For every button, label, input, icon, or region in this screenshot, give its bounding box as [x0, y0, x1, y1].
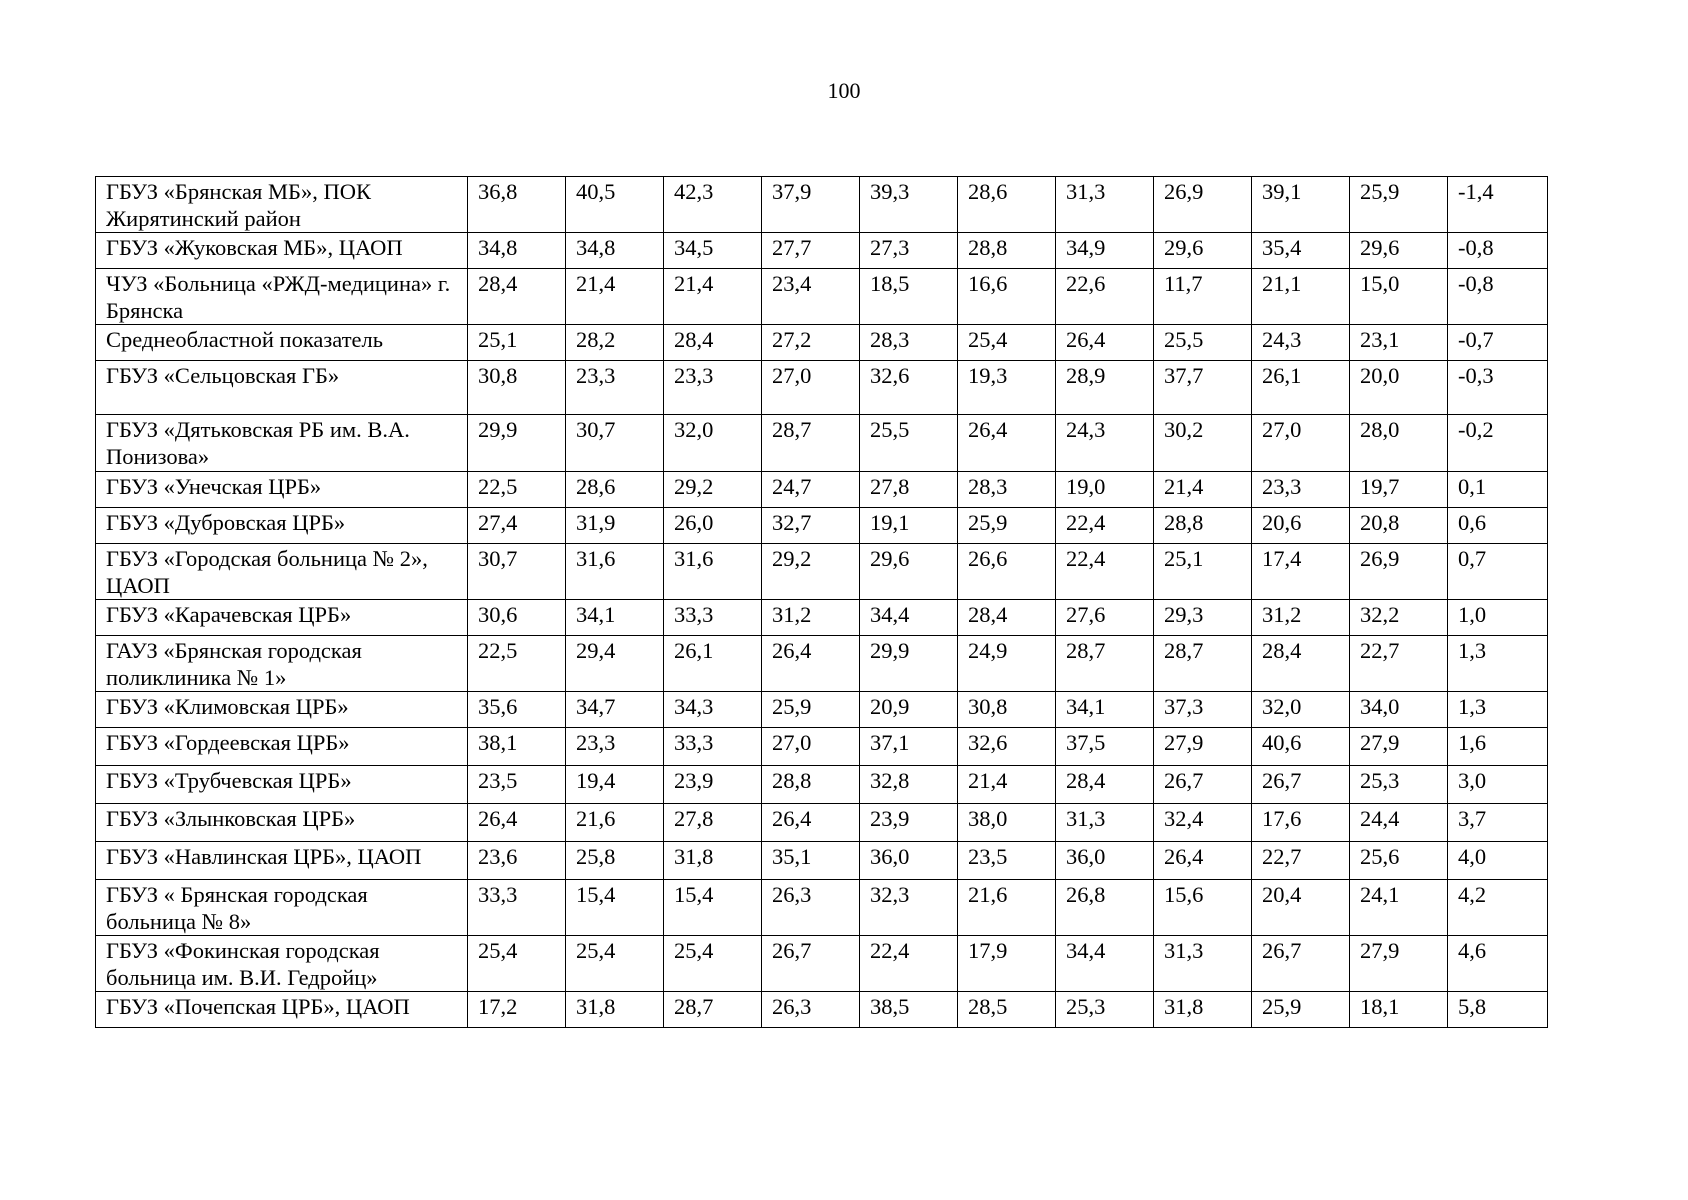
value-cell: 21,4	[566, 269, 664, 325]
value-cell: 35,4	[1252, 233, 1350, 269]
value-cell: 26,7	[1252, 936, 1350, 992]
value-cell: 31,6	[566, 544, 664, 600]
value-cell: 25,1	[468, 325, 566, 361]
value-cell: 28,7	[1056, 636, 1154, 692]
page-number: 100	[827, 78, 861, 103]
value-cell: 26,4	[958, 415, 1056, 472]
value-cell: 28,0	[1350, 415, 1448, 472]
value-cell: 36,8	[468, 177, 566, 233]
value-cell: 27,0	[762, 728, 860, 766]
value-cell: 32,6	[958, 728, 1056, 766]
change-value-cell: -0,8	[1448, 233, 1548, 269]
table-row	[96, 728, 1548, 766]
change-value-cell: 1,3	[1448, 692, 1548, 728]
value-cell: 32,7	[762, 508, 860, 544]
value-cell: 33,3	[664, 728, 762, 766]
value-cell: 29,3	[1154, 600, 1252, 636]
value-cell: 28,8	[762, 766, 860, 804]
value-cell: 23,3	[566, 361, 664, 415]
value-cell: 25,9	[1252, 992, 1350, 1028]
institution-name-cell: Среднеобластной показатель	[96, 325, 468, 361]
value-cell: 21,4	[958, 766, 1056, 804]
table-row	[96, 544, 1548, 600]
value-cell: 31,9	[566, 508, 664, 544]
value-cell: 17,6	[1252, 804, 1350, 842]
value-cell: 31,8	[1154, 992, 1252, 1028]
change-value-cell: 3,7	[1448, 804, 1548, 842]
value-cell: 25,6	[1350, 842, 1448, 880]
value-cell: 23,3	[1252, 472, 1350, 508]
value-cell: 28,3	[860, 325, 958, 361]
change-value-cell: 0,1	[1448, 472, 1548, 508]
value-cell: 11,7	[1154, 269, 1252, 325]
value-cell: 27,6	[1056, 600, 1154, 636]
value-cell: 16,6	[958, 269, 1056, 325]
value-cell: 23,1	[1350, 325, 1448, 361]
value-cell: 30,8	[958, 692, 1056, 728]
table-row	[96, 766, 1548, 804]
value-cell: 26,7	[1154, 766, 1252, 804]
value-cell: 40,6	[1252, 728, 1350, 766]
table-row	[96, 804, 1548, 842]
table-row	[96, 233, 1548, 269]
value-cell: 29,9	[468, 415, 566, 472]
value-cell: 26,7	[1252, 766, 1350, 804]
change-value-cell: 1,6	[1448, 728, 1548, 766]
value-cell: 17,9	[958, 936, 1056, 992]
value-cell: 30,2	[1154, 415, 1252, 472]
value-cell: 26,3	[762, 992, 860, 1028]
value-cell: 21,6	[958, 880, 1056, 936]
institution-name-cell: ГБУЗ «Трубчевская ЦРБ»	[96, 766, 468, 804]
institution-name-cell: ГБУЗ «Дятьковская РБ им. В.А. Понизова»	[96, 415, 468, 472]
institution-name-cell: ГБУЗ «Фокинская городская больница им. В.И. Гедройц»	[96, 936, 468, 992]
value-cell: 37,7	[1154, 361, 1252, 415]
value-cell: 27,9	[1350, 728, 1448, 766]
value-cell: 34,1	[566, 600, 664, 636]
value-cell: 20,6	[1252, 508, 1350, 544]
value-cell: 20,4	[1252, 880, 1350, 936]
value-cell: 24,7	[762, 472, 860, 508]
value-cell: 19,7	[1350, 472, 1448, 508]
value-cell: 25,9	[762, 692, 860, 728]
value-cell: 25,3	[1350, 766, 1448, 804]
institution-name-cell: ГБУЗ «Жуковская МБ», ЦАОП	[96, 233, 468, 269]
value-cell: 26,3	[762, 880, 860, 936]
value-cell: 23,9	[664, 766, 762, 804]
change-value-cell: 0,6	[1448, 508, 1548, 544]
table-row	[96, 269, 1548, 325]
value-cell: 32,2	[1350, 600, 1448, 636]
value-cell: 31,2	[762, 600, 860, 636]
value-cell: 26,4	[762, 804, 860, 842]
value-cell: 35,6	[468, 692, 566, 728]
value-cell: 28,7	[762, 415, 860, 472]
value-cell: 23,5	[468, 766, 566, 804]
table-row	[96, 177, 1548, 233]
change-value-cell: 4,6	[1448, 936, 1548, 992]
value-cell: 36,0	[1056, 842, 1154, 880]
value-cell: 19,0	[1056, 472, 1154, 508]
value-cell: 40,5	[566, 177, 664, 233]
value-cell: 28,2	[566, 325, 664, 361]
change-value-cell: -1,4	[1448, 177, 1548, 233]
value-cell: 25,4	[664, 936, 762, 992]
value-cell: 31,3	[1056, 804, 1154, 842]
value-cell: 28,4	[664, 325, 762, 361]
value-cell: 23,3	[664, 361, 762, 415]
value-cell: 34,9	[1056, 233, 1154, 269]
value-cell: 19,4	[566, 766, 664, 804]
value-cell: 29,6	[1350, 233, 1448, 269]
value-cell: 25,4	[468, 936, 566, 992]
value-cell: 37,3	[1154, 692, 1252, 728]
value-cell: 27,0	[1252, 415, 1350, 472]
value-cell: 31,8	[566, 992, 664, 1028]
value-cell: 27,8	[860, 472, 958, 508]
value-cell: 24,1	[1350, 880, 1448, 936]
change-value-cell: 1,3	[1448, 636, 1548, 692]
value-cell: 26,7	[762, 936, 860, 992]
value-cell: 34,0	[1350, 692, 1448, 728]
value-cell: 34,1	[1056, 692, 1154, 728]
change-value-cell: -0,3	[1448, 361, 1548, 415]
value-cell: 34,4	[1056, 936, 1154, 992]
value-cell: 28,8	[1154, 508, 1252, 544]
value-cell: 20,9	[860, 692, 958, 728]
table-row	[96, 325, 1548, 361]
institution-name-cell: ГБУЗ «Гордеевская ЦРБ»	[96, 728, 468, 766]
value-cell: 32,4	[1154, 804, 1252, 842]
value-cell: 29,9	[860, 636, 958, 692]
value-cell: 20,0	[1350, 361, 1448, 415]
value-cell: 25,4	[958, 325, 1056, 361]
value-cell: 29,4	[566, 636, 664, 692]
value-cell: 29,6	[1154, 233, 1252, 269]
value-cell: 22,4	[860, 936, 958, 992]
value-cell: 27,3	[860, 233, 958, 269]
value-cell: 34,8	[566, 233, 664, 269]
value-cell: 25,4	[566, 936, 664, 992]
change-value-cell: 4,0	[1448, 842, 1548, 880]
institution-name-cell: ГБУЗ « Брянская городская больница № 8»	[96, 880, 468, 936]
value-cell: 17,4	[1252, 544, 1350, 600]
value-cell: 23,3	[566, 728, 664, 766]
value-cell: 30,8	[468, 361, 566, 415]
value-cell: 17,2	[468, 992, 566, 1028]
value-cell: 28,7	[1154, 636, 1252, 692]
value-cell: 24,9	[958, 636, 1056, 692]
value-cell: 25,3	[1056, 992, 1154, 1028]
value-cell: 25,5	[860, 415, 958, 472]
table-row	[96, 415, 1548, 472]
value-cell: 23,5	[958, 842, 1056, 880]
value-cell: 24,3	[1252, 325, 1350, 361]
value-cell: 22,7	[1252, 842, 1350, 880]
value-cell: 42,3	[664, 177, 762, 233]
change-value-cell: -0,2	[1448, 415, 1548, 472]
value-cell: 26,6	[958, 544, 1056, 600]
institution-name-cell: ГАУЗ «Брянская городская поликлиника № 1»	[96, 636, 468, 692]
institution-name-cell: ГБУЗ «Злынковская ЦРБ»	[96, 804, 468, 842]
value-cell: 26,8	[1056, 880, 1154, 936]
value-cell: 28,9	[1056, 361, 1154, 415]
value-cell: 30,7	[566, 415, 664, 472]
value-cell: 34,3	[664, 692, 762, 728]
change-value-cell: -0,7	[1448, 325, 1548, 361]
value-cell: 23,6	[468, 842, 566, 880]
table-row	[96, 936, 1548, 992]
institution-name-cell: ГБУЗ «Брянская МБ», ПОК Жирятинский район	[96, 177, 468, 233]
value-cell: 27,9	[1350, 936, 1448, 992]
value-cell: 22,4	[1056, 544, 1154, 600]
value-cell: 31,6	[664, 544, 762, 600]
value-cell: 24,3	[1056, 415, 1154, 472]
value-cell: 15,0	[1350, 269, 1448, 325]
value-cell: 28,4	[1056, 766, 1154, 804]
value-cell: 30,6	[468, 600, 566, 636]
institution-name-cell: ГБУЗ «Карачевская ЦРБ»	[96, 600, 468, 636]
value-cell: 21,4	[664, 269, 762, 325]
change-value-cell: -0,8	[1448, 269, 1548, 325]
table-row	[96, 880, 1548, 936]
value-cell: 15,4	[566, 880, 664, 936]
value-cell: 32,0	[1252, 692, 1350, 728]
value-cell: 28,4	[468, 269, 566, 325]
value-cell: 18,1	[1350, 992, 1448, 1028]
table-row	[96, 472, 1548, 508]
change-value-cell: 1,0	[1448, 600, 1548, 636]
institution-name-cell: ГБУЗ «Городская больница № 2», ЦАОП	[96, 544, 468, 600]
value-cell: 31,3	[1056, 177, 1154, 233]
value-cell: 38,0	[958, 804, 1056, 842]
value-cell: 22,5	[468, 636, 566, 692]
institution-name-cell: ГБУЗ «Навлинская ЦРБ», ЦАОП	[96, 842, 468, 880]
value-cell: 39,3	[860, 177, 958, 233]
institution-name-cell: ГБУЗ «Климовская ЦРБ»	[96, 692, 468, 728]
value-cell: 26,9	[1350, 544, 1448, 600]
value-cell: 19,1	[860, 508, 958, 544]
value-cell: 31,2	[1252, 600, 1350, 636]
value-cell: 22,6	[1056, 269, 1154, 325]
value-cell: 29,2	[762, 544, 860, 600]
value-cell: 29,6	[860, 544, 958, 600]
value-cell: 28,3	[958, 472, 1056, 508]
value-cell: 26,1	[1252, 361, 1350, 415]
statistics-table	[95, 176, 1548, 1028]
table-row	[96, 361, 1548, 415]
value-cell: 28,6	[566, 472, 664, 508]
value-cell: 34,4	[860, 600, 958, 636]
value-cell: 29,2	[664, 472, 762, 508]
value-cell: 32,0	[664, 415, 762, 472]
value-cell: 28,5	[958, 992, 1056, 1028]
value-cell: 21,1	[1252, 269, 1350, 325]
value-cell: 25,5	[1154, 325, 1252, 361]
value-cell: 27,0	[762, 361, 860, 415]
value-cell: 39,1	[1252, 177, 1350, 233]
value-cell: 27,7	[762, 233, 860, 269]
value-cell: 37,9	[762, 177, 860, 233]
value-cell: 23,4	[762, 269, 860, 325]
value-cell: 15,6	[1154, 880, 1252, 936]
value-cell: 26,4	[1154, 842, 1252, 880]
value-cell: 20,8	[1350, 508, 1448, 544]
table-row	[96, 508, 1548, 544]
value-cell: 27,4	[468, 508, 566, 544]
value-cell: 30,7	[468, 544, 566, 600]
value-cell: 32,8	[860, 766, 958, 804]
value-cell: 15,4	[664, 880, 762, 936]
table-row	[96, 842, 1548, 880]
value-cell: 31,3	[1154, 936, 1252, 992]
table-row	[96, 692, 1548, 728]
table-row	[96, 600, 1548, 636]
value-cell: 26,0	[664, 508, 762, 544]
value-cell: 25,9	[1350, 177, 1448, 233]
value-cell: 26,4	[468, 804, 566, 842]
change-value-cell: 5,8	[1448, 992, 1548, 1028]
institution-name-cell: ГБУЗ «Почепская ЦРБ», ЦАОП	[96, 992, 468, 1028]
value-cell: 34,7	[566, 692, 664, 728]
value-cell: 27,8	[664, 804, 762, 842]
value-cell: 19,3	[958, 361, 1056, 415]
value-cell: 38,5	[860, 992, 958, 1028]
value-cell: 28,8	[958, 233, 1056, 269]
value-cell: 31,8	[664, 842, 762, 880]
value-cell: 27,2	[762, 325, 860, 361]
value-cell: 34,5	[664, 233, 762, 269]
value-cell: 25,8	[566, 842, 664, 880]
value-cell: 18,5	[860, 269, 958, 325]
change-value-cell: 4,2	[1448, 880, 1548, 936]
institution-name-cell: ГБУЗ «Унечская ЦРБ»	[96, 472, 468, 508]
value-cell: 32,3	[860, 880, 958, 936]
change-value-cell: 3,0	[1448, 766, 1548, 804]
value-cell: 26,4	[1056, 325, 1154, 361]
value-cell: 25,9	[958, 508, 1056, 544]
value-cell: 26,4	[762, 636, 860, 692]
value-cell: 21,6	[566, 804, 664, 842]
table-row	[96, 636, 1548, 692]
value-cell: 21,4	[1154, 472, 1252, 508]
value-cell: 35,1	[762, 842, 860, 880]
value-cell: 23,9	[860, 804, 958, 842]
table-body	[96, 177, 1548, 1028]
value-cell: 28,6	[958, 177, 1056, 233]
value-cell: 22,7	[1350, 636, 1448, 692]
value-cell: 38,1	[468, 728, 566, 766]
table-row	[96, 992, 1548, 1028]
institution-name-cell: ГБУЗ «Дубровская ЦРБ»	[96, 508, 468, 544]
value-cell: 25,1	[1154, 544, 1252, 600]
value-cell: 26,1	[664, 636, 762, 692]
value-cell: 28,4	[958, 600, 1056, 636]
value-cell: 26,9	[1154, 177, 1252, 233]
institution-name-cell: ГБУЗ «Сельцовская ГБ»	[96, 361, 468, 415]
value-cell: 34,8	[468, 233, 566, 269]
value-cell: 32,6	[860, 361, 958, 415]
value-cell: 37,5	[1056, 728, 1154, 766]
institution-name-cell: ЧУЗ «Больница «РЖД-медицина» г. Брянска	[96, 269, 468, 325]
value-cell: 28,4	[1252, 636, 1350, 692]
change-value-cell: 0,7	[1448, 544, 1548, 600]
value-cell: 37,1	[860, 728, 958, 766]
value-cell: 24,4	[1350, 804, 1448, 842]
value-cell: 22,4	[1056, 508, 1154, 544]
value-cell: 28,7	[664, 992, 762, 1028]
value-cell: 22,5	[468, 472, 566, 508]
value-cell: 36,0	[860, 842, 958, 880]
value-cell: 27,9	[1154, 728, 1252, 766]
value-cell: 33,3	[468, 880, 566, 936]
value-cell: 33,3	[664, 600, 762, 636]
